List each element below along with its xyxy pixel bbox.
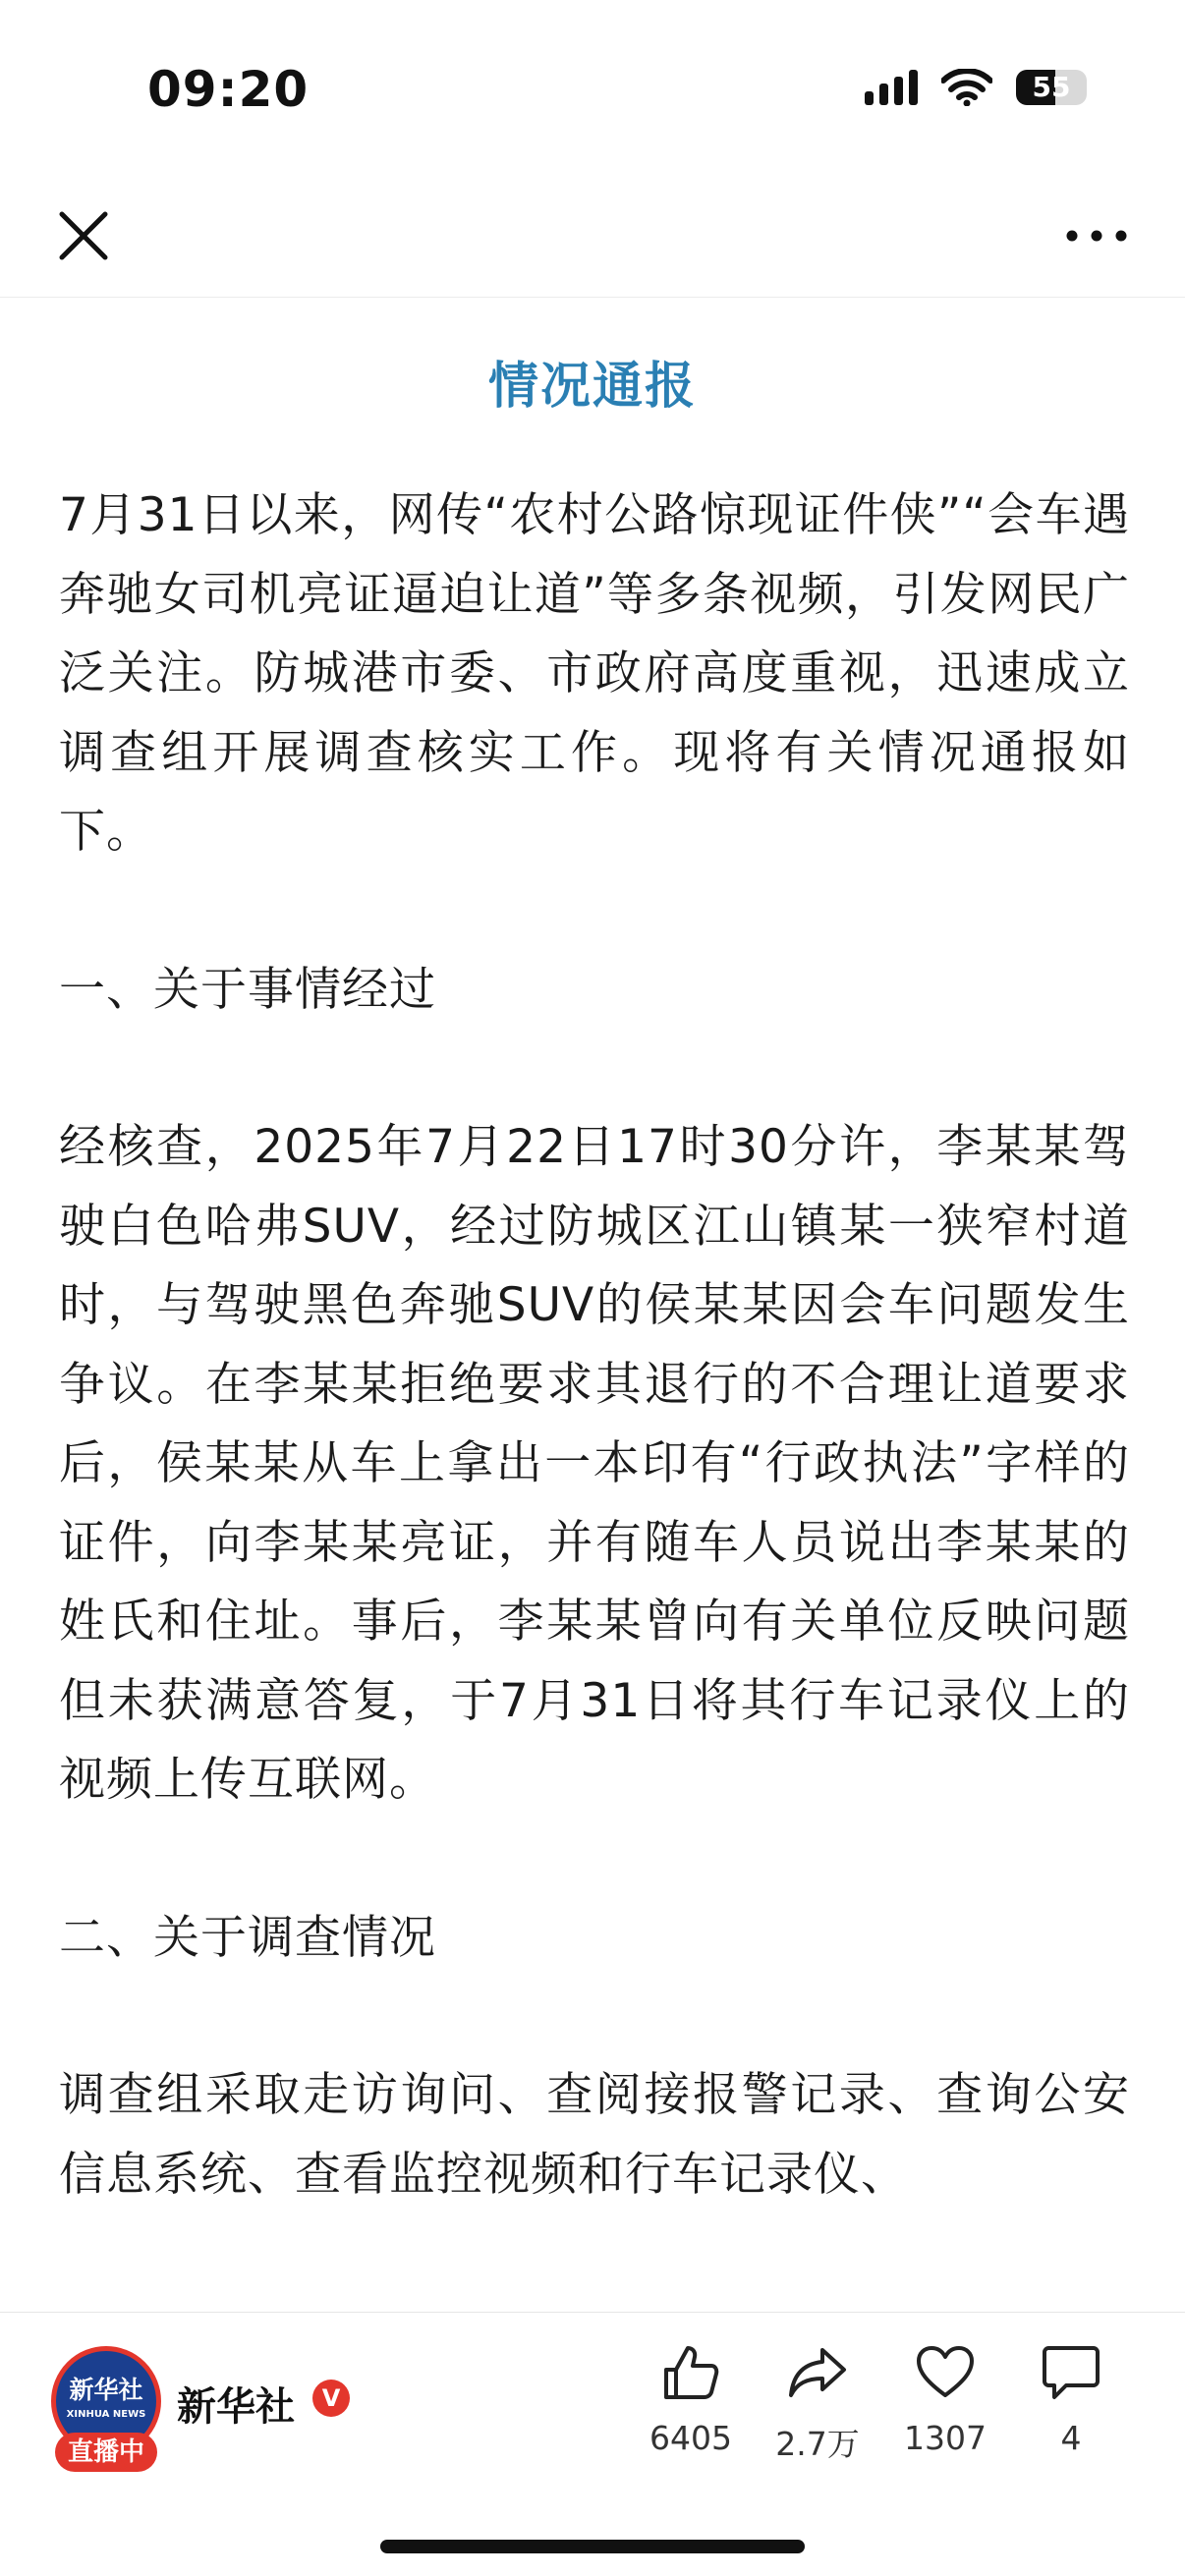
more-dots-icon [1062, 206, 1131, 265]
bottom-action-bar [0, 2312, 1185, 2576]
home-indicator[interactable] [380, 2540, 805, 2553]
account-name[interactable]: 新华社 [177, 2384, 295, 2430]
article-body[interactable] [0, 298, 1185, 2312]
article-paragraph-events: 经核查，2025年7月22日17时30分许，李某某驾驶白色哈弗SUV，经过防城区江山镇某一狭窄村道时，与驾驶黑色奔驰SUV的侯某某因会车问题发生争议。在李某某拒绝要求其退行的不合理让道要求后，侯某某从车上拿出一本印有“行政执法”字样的证件，向李某某亮证，并有随车人员说出李某某的姓氏和住址。事后，李某某曾向有关单位反映问题但未获满意答复，于7月31日将其行车记录仪上的视频上传互联网。 [59, 1120, 1130, 1807]
share-arrow-icon [787, 2342, 848, 2403]
wifi-icon [941, 69, 992, 106]
comment-button[interactable] [1007, 2342, 1135, 2457]
favorite-count: 1307 [904, 2419, 987, 2457]
section-heading-2: 二、关于调查情况 [59, 1910, 436, 1965]
more-options-button[interactable] [1062, 206, 1131, 265]
avatar-logo-text: 新华社 [69, 2376, 143, 2404]
like-button[interactable] [627, 2342, 755, 2457]
comment-count: 4 [1060, 2419, 1082, 2457]
comment-bubble-icon [1041, 2342, 1101, 2403]
nav-bar [0, 187, 1185, 298]
live-badge[interactable]: 直播中 [55, 2433, 157, 2472]
battery-icon [1016, 70, 1087, 105]
status-time: 09:20 [147, 61, 310, 118]
article-paragraph-investigation: 调查组采取走访询问、查阅接报警记录、查询公安信息系统、查看监控视频和行车记录仪、 [59, 2068, 1130, 2202]
article-paragraph-intro: 7月31日以来，网传“农村公路惊现证件侠”“会车遇奔驰女司机亮证逼迫让道”等多条视频，引发网民广泛关注。防城港市委、市政府高度重视，迅速成立调查组开展调查核实工作。现将有关情况通报如下。 [59, 488, 1130, 859]
cellular-signal-icon [865, 70, 918, 105]
status-icons [865, 69, 1087, 106]
share-button[interactable] [754, 2342, 881, 2465]
heart-icon [915, 2342, 976, 2403]
avatar-logo-en: XINHUA NEWS [66, 2409, 146, 2420]
close-icon [54, 206, 113, 265]
section-heading-1: 一、关于事情经过 [59, 962, 436, 1017]
battery-level: 55 [1032, 71, 1071, 103]
favorite-button[interactable] [881, 2342, 1009, 2457]
share-count: 2.7万 [775, 2425, 860, 2463]
verified-badge-icon: V [312, 2380, 350, 2417]
status-bar [0, 0, 1185, 187]
article-title: 情况通报 [487, 358, 697, 416]
close-button[interactable] [54, 206, 113, 265]
thumbs-up-icon [660, 2342, 721, 2403]
like-count: 6405 [649, 2419, 732, 2457]
